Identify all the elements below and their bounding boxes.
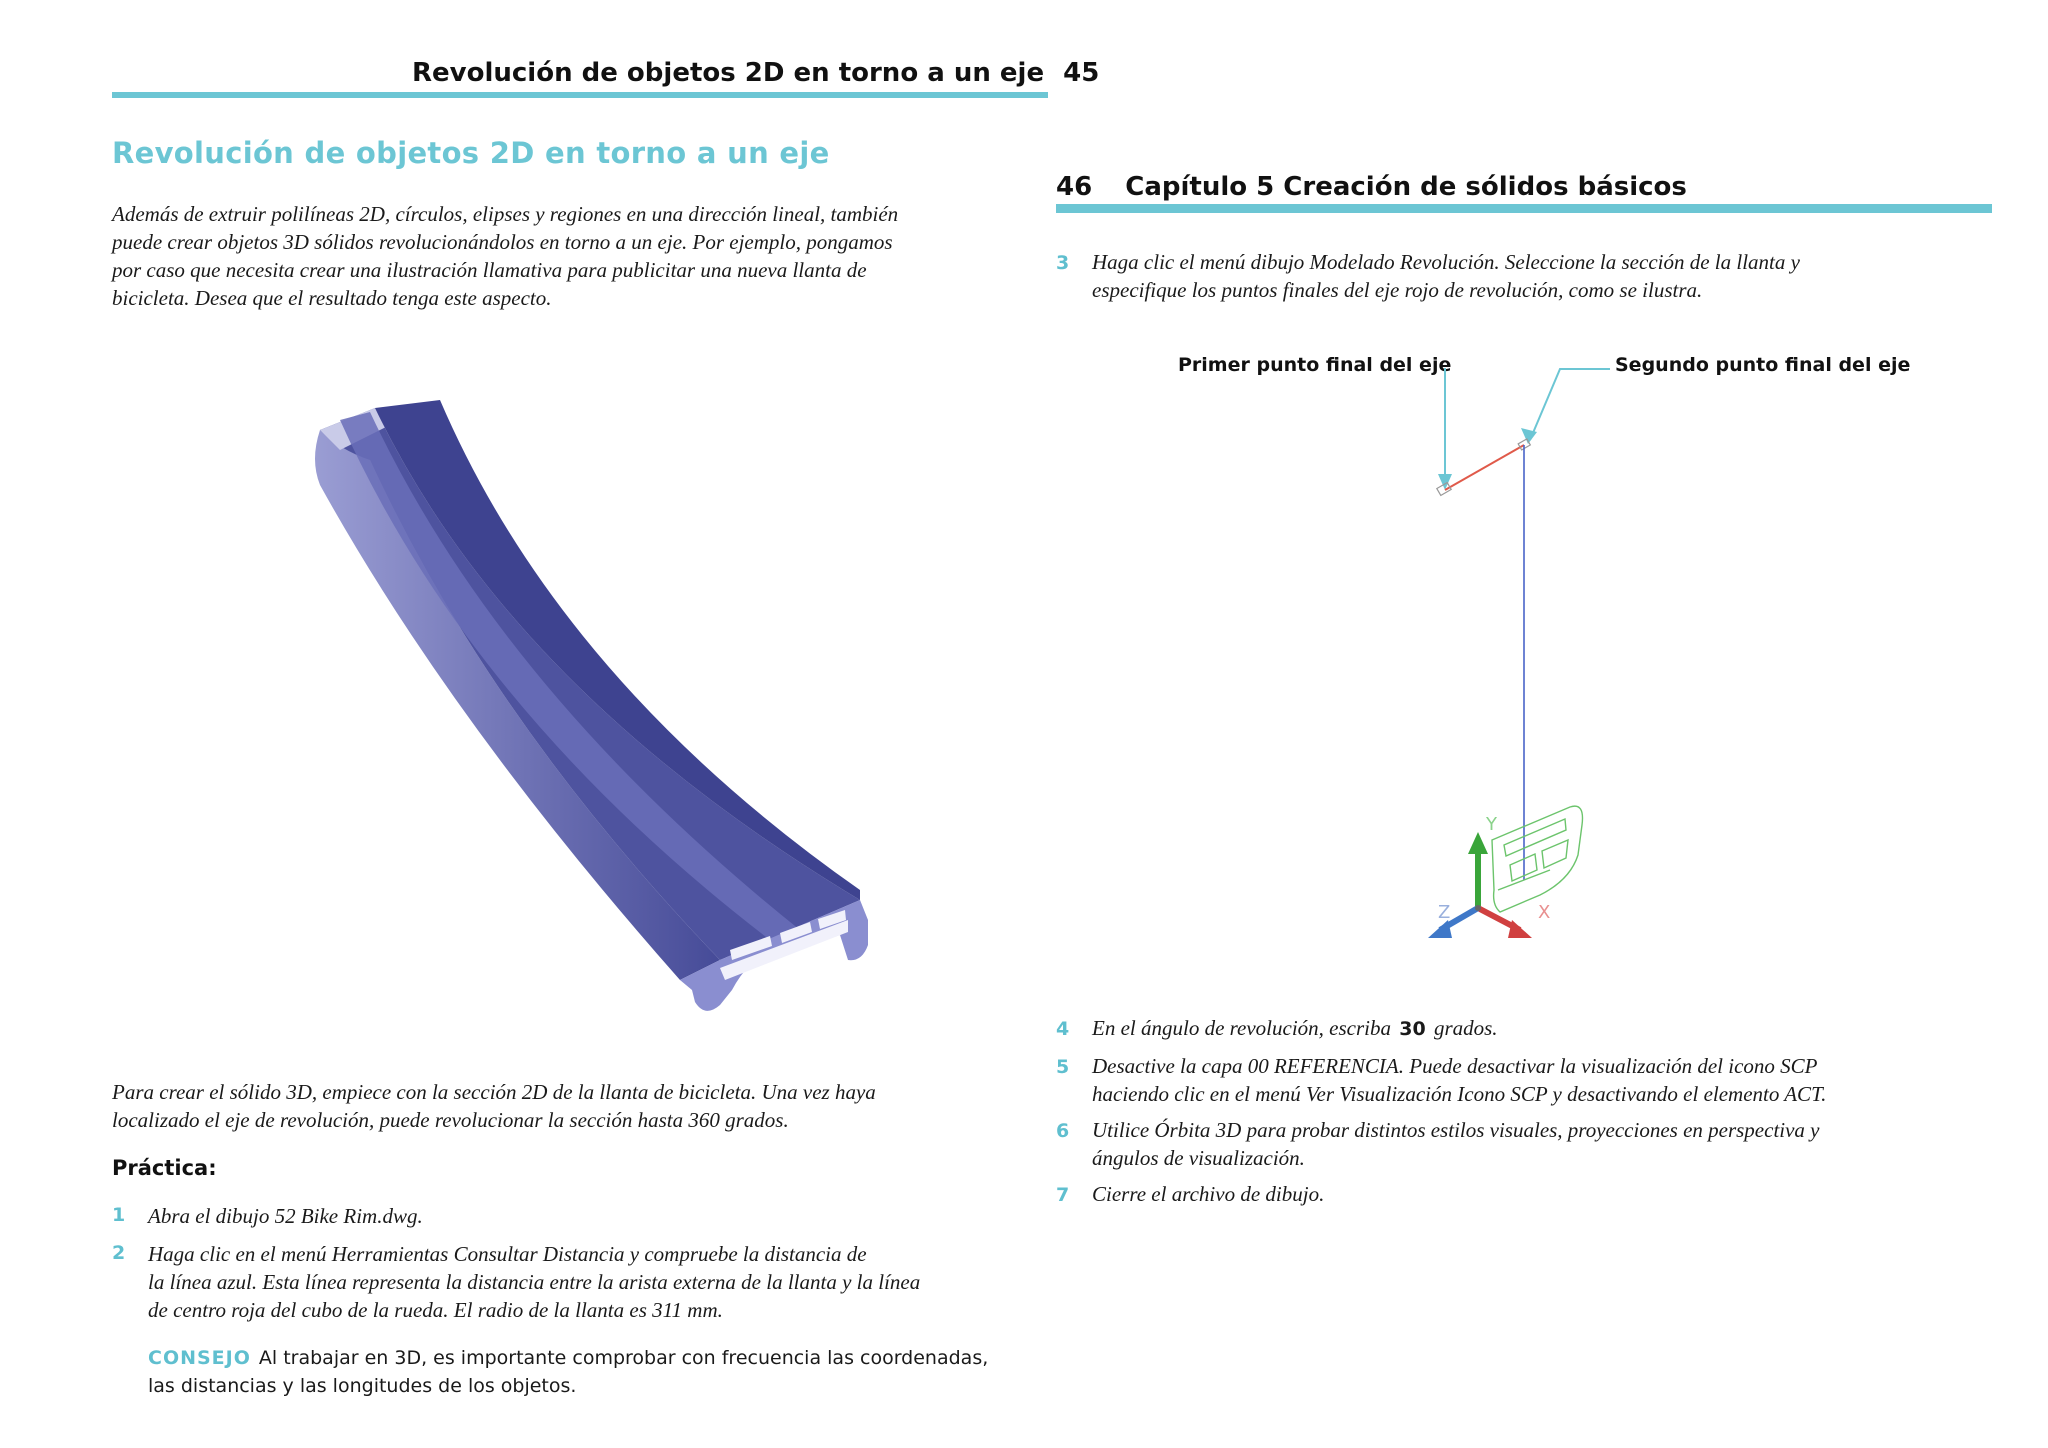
- red-axis-line: [1445, 445, 1524, 490]
- after-figure-line: localizado el eje de revolución, puede revolucionar la sección hasta 360 grados.: [112, 1108, 789, 1132]
- step-7-text: [1092, 1180, 1992, 1208]
- callout-leaders: [1445, 368, 1610, 488]
- left-header-rule: [112, 92, 1048, 98]
- chapter-title: Capítulo 5 Creación de sólidos básicos: [1125, 172, 1687, 202]
- step-line: Cierre el archivo de dibujo.: [1092, 1182, 1325, 1206]
- step-number: 1: [112, 1204, 126, 1226]
- step-line: de centro roja del cubo de la rueda. El radio de la llanta es 311 mm.: [148, 1298, 723, 1322]
- step-4-post: grados.: [1433, 1016, 1498, 1040]
- step-line: Haga clic en el menú Herramientas Consultar Distancia y compruebe la distancia de: [148, 1242, 867, 1266]
- tip-box: [148, 1344, 1048, 1400]
- intro-line: por caso que necesita crear una ilustración llamativa para publicitar una nueva llanta de: [112, 258, 867, 282]
- revolution-axis-figure: [1400, 360, 1700, 960]
- first-point-label: Primer punto final del eje: [1178, 354, 1452, 376]
- step-line: Utilice Órbita 3D para probar distintos estilos visuales, proyecciones en perspectiva y: [1092, 1118, 1820, 1142]
- step-line: Haga clic el menú dibujo Modelado Revolución. Seleccione la sección de la llanta y: [1092, 250, 1800, 274]
- step-number: 6: [1056, 1120, 1070, 1142]
- step-number: 5: [1056, 1056, 1070, 1078]
- step-number: 4: [1056, 1018, 1070, 1040]
- intro-line: bicicleta. Desea que el resultado tenga este aspecto.: [112, 286, 552, 310]
- axis-x-label: X: [1538, 902, 1551, 923]
- after-figure-line: Para crear el sólido 3D, empiece con la sección 2D de la llanta de bicicleta. Una vez haya: [112, 1080, 876, 1104]
- left-running-header-title: Revolución de objetos 2D en torno a un eje: [412, 58, 1045, 88]
- axis-y-label: Y: [1486, 814, 1497, 835]
- intro-paragraph: [112, 200, 1052, 312]
- step-line: Abra el dibujo 52 Bike Rim.dwg.: [148, 1204, 423, 1228]
- step-5-text: [1092, 1052, 1992, 1108]
- intro-line: puede crear objetos 3D sólidos revolucionándolos en torno a un eje. Por ejemplo, pongamos: [112, 230, 893, 254]
- step-4-pre: En el ángulo de revolución, escriba: [1092, 1016, 1391, 1040]
- right-chapter-header: [1056, 172, 1687, 202]
- left-running-header: [412, 58, 1099, 88]
- step-line: haciendo clic en el menú Ver Visualización Icono SCP y desactivando el elemento ACT.: [1092, 1082, 1827, 1106]
- step-number: 7: [1056, 1184, 1070, 1206]
- section-title: Revolución de objetos 2D en torno a un eje: [112, 136, 830, 170]
- step-3-text: [1092, 248, 1992, 304]
- after-figure-paragraph: [112, 1078, 1052, 1134]
- tip-line: [148, 1344, 1048, 1372]
- step-line: Desactive la capa 00 REFERENCIA. Puede desactivar la visualización del icono SCP: [1092, 1054, 1818, 1078]
- step-number: 2: [112, 1242, 126, 1264]
- tip-line: las distancias y las longitudes de los objetos.: [148, 1375, 577, 1397]
- step-6-text: [1092, 1116, 1992, 1172]
- left-page-number: 45: [1063, 58, 1100, 88]
- axis-z-label: Z: [1438, 902, 1451, 923]
- step-2-text: [148, 1240, 1048, 1324]
- step-line: ángulos de visualización.: [1092, 1146, 1305, 1170]
- tip-label: CONSEJO: [148, 1347, 251, 1369]
- step-number: 3: [1056, 252, 1070, 274]
- right-header-rule: [1056, 204, 1992, 213]
- practice-heading: Práctica:: [112, 1156, 217, 1180]
- tip-text: Al trabajar en 3D, es importante comprobar con frecuencia las coordenadas,: [258, 1347, 989, 1369]
- step-1-text: [148, 1202, 1048, 1230]
- step-4-text: [1092, 1014, 1992, 1043]
- intro-line: Además de extruir polilíneas 2D, círculos, elipses y regiones en una dirección lineal, también: [112, 202, 899, 226]
- right-page-number: 46: [1056, 172, 1093, 202]
- bike-rim-illustration: [300, 390, 880, 1020]
- step-line: la línea azul. Esta línea representa la distancia entre la arista externa de la llanta y la línea: [148, 1270, 921, 1294]
- step-4-value: 30: [1399, 1018, 1426, 1040]
- second-point-label: Segundo punto final del eje: [1615, 354, 1911, 376]
- rim-section-outline: [1492, 806, 1583, 912]
- step-line: especifique los puntos finales del eje rojo de revolución, como se ilustra.: [1092, 278, 1703, 302]
